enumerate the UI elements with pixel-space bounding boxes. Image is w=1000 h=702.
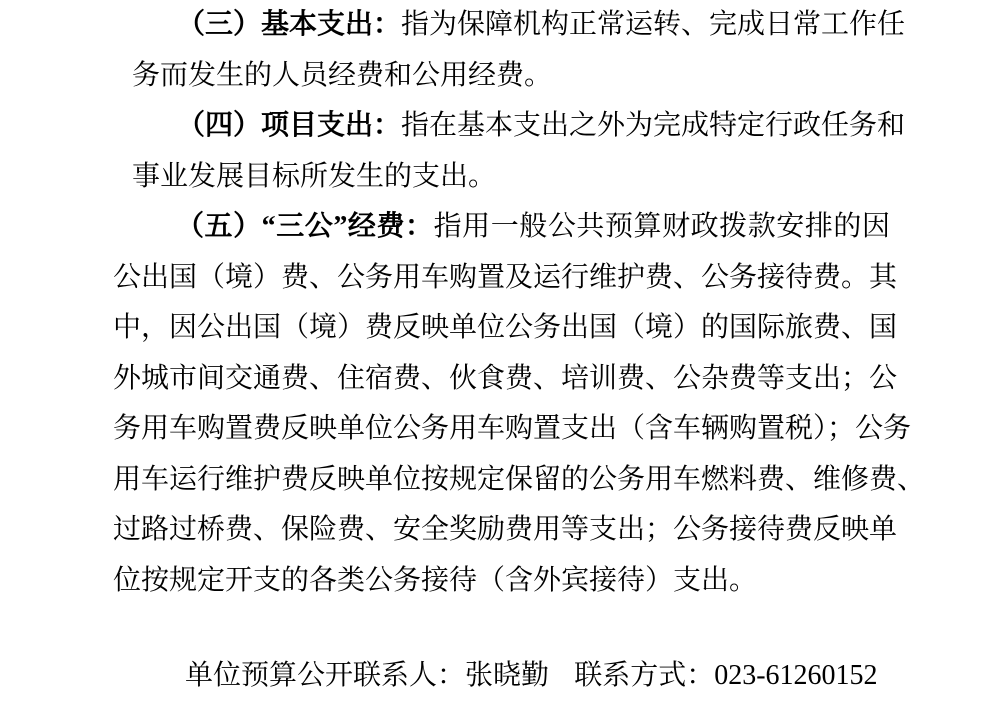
contact-name: 张晓勤 (465, 660, 550, 691)
phone-label: 联系方式： (574, 660, 715, 691)
para-three-public-funds-line-5: 务用车购置费反映单位公务用车购置支出（含车辆购置税）；公务 (113, 413, 912, 444)
para-basic-expenditure-heading: （三）基本支出： (177, 9, 402, 40)
para-three-public-funds-line-2: 公出国（境）费、公务用车购置及运行维护费、公务接待费。其 (113, 261, 898, 293)
phone-number: 023-61260152 (714, 660, 878, 691)
para-three-public-funds-line-8: 位按规定开支的各类公务接待（含外宾接待）支出。 (113, 564, 758, 596)
para-three-public-funds-line-7: 过路过桥费、保险费、安全奖励费用等支出；公务接待费反映单 (113, 514, 898, 545)
paragraphs-container (113, 0, 926, 606)
budget-disclosure-document (113, 0, 926, 700)
para-three-public-funds-line-1: （五）“三公”经费：指用一般公共预算财政拨款安排的因 (176, 211, 890, 242)
para-three-public-funds-line-6: 用车运行维护费反映单位按规定保留的公务用车燃料费、维修费、 (113, 463, 926, 495)
para-three-public-funds-line-4: 外城市间交通费、住宿费、伙食费、培训费、公杂费等支出；公 (113, 362, 898, 394)
contact-label: 单位预算公开联系人： (185, 660, 466, 691)
para-basic-expenditure-line-2: 务而发生的人员经费和公用经费。 (132, 59, 553, 91)
para-three-public-funds-line-3: 中，因公出国（境）费反映单位公务出国（境）的国际旅费、国 (113, 312, 898, 343)
contact-line (185, 651, 890, 702)
para-project-expenditure-line-2: 事业发展目标所发生的支出。 (132, 160, 497, 192)
para-three-public-funds-heading: （五）“三公”经费： (176, 211, 434, 242)
para-project-expenditure-heading: （四）项目支出： (177, 110, 402, 141)
para-project-expenditure-line-1: （四）项目支出：指在基本支出之外为完成特定行政任务和 (177, 110, 906, 141)
para-basic-expenditure-line-1: （三）基本支出：指为保障机构正常运转、完成日常工作任 (177, 9, 906, 40)
